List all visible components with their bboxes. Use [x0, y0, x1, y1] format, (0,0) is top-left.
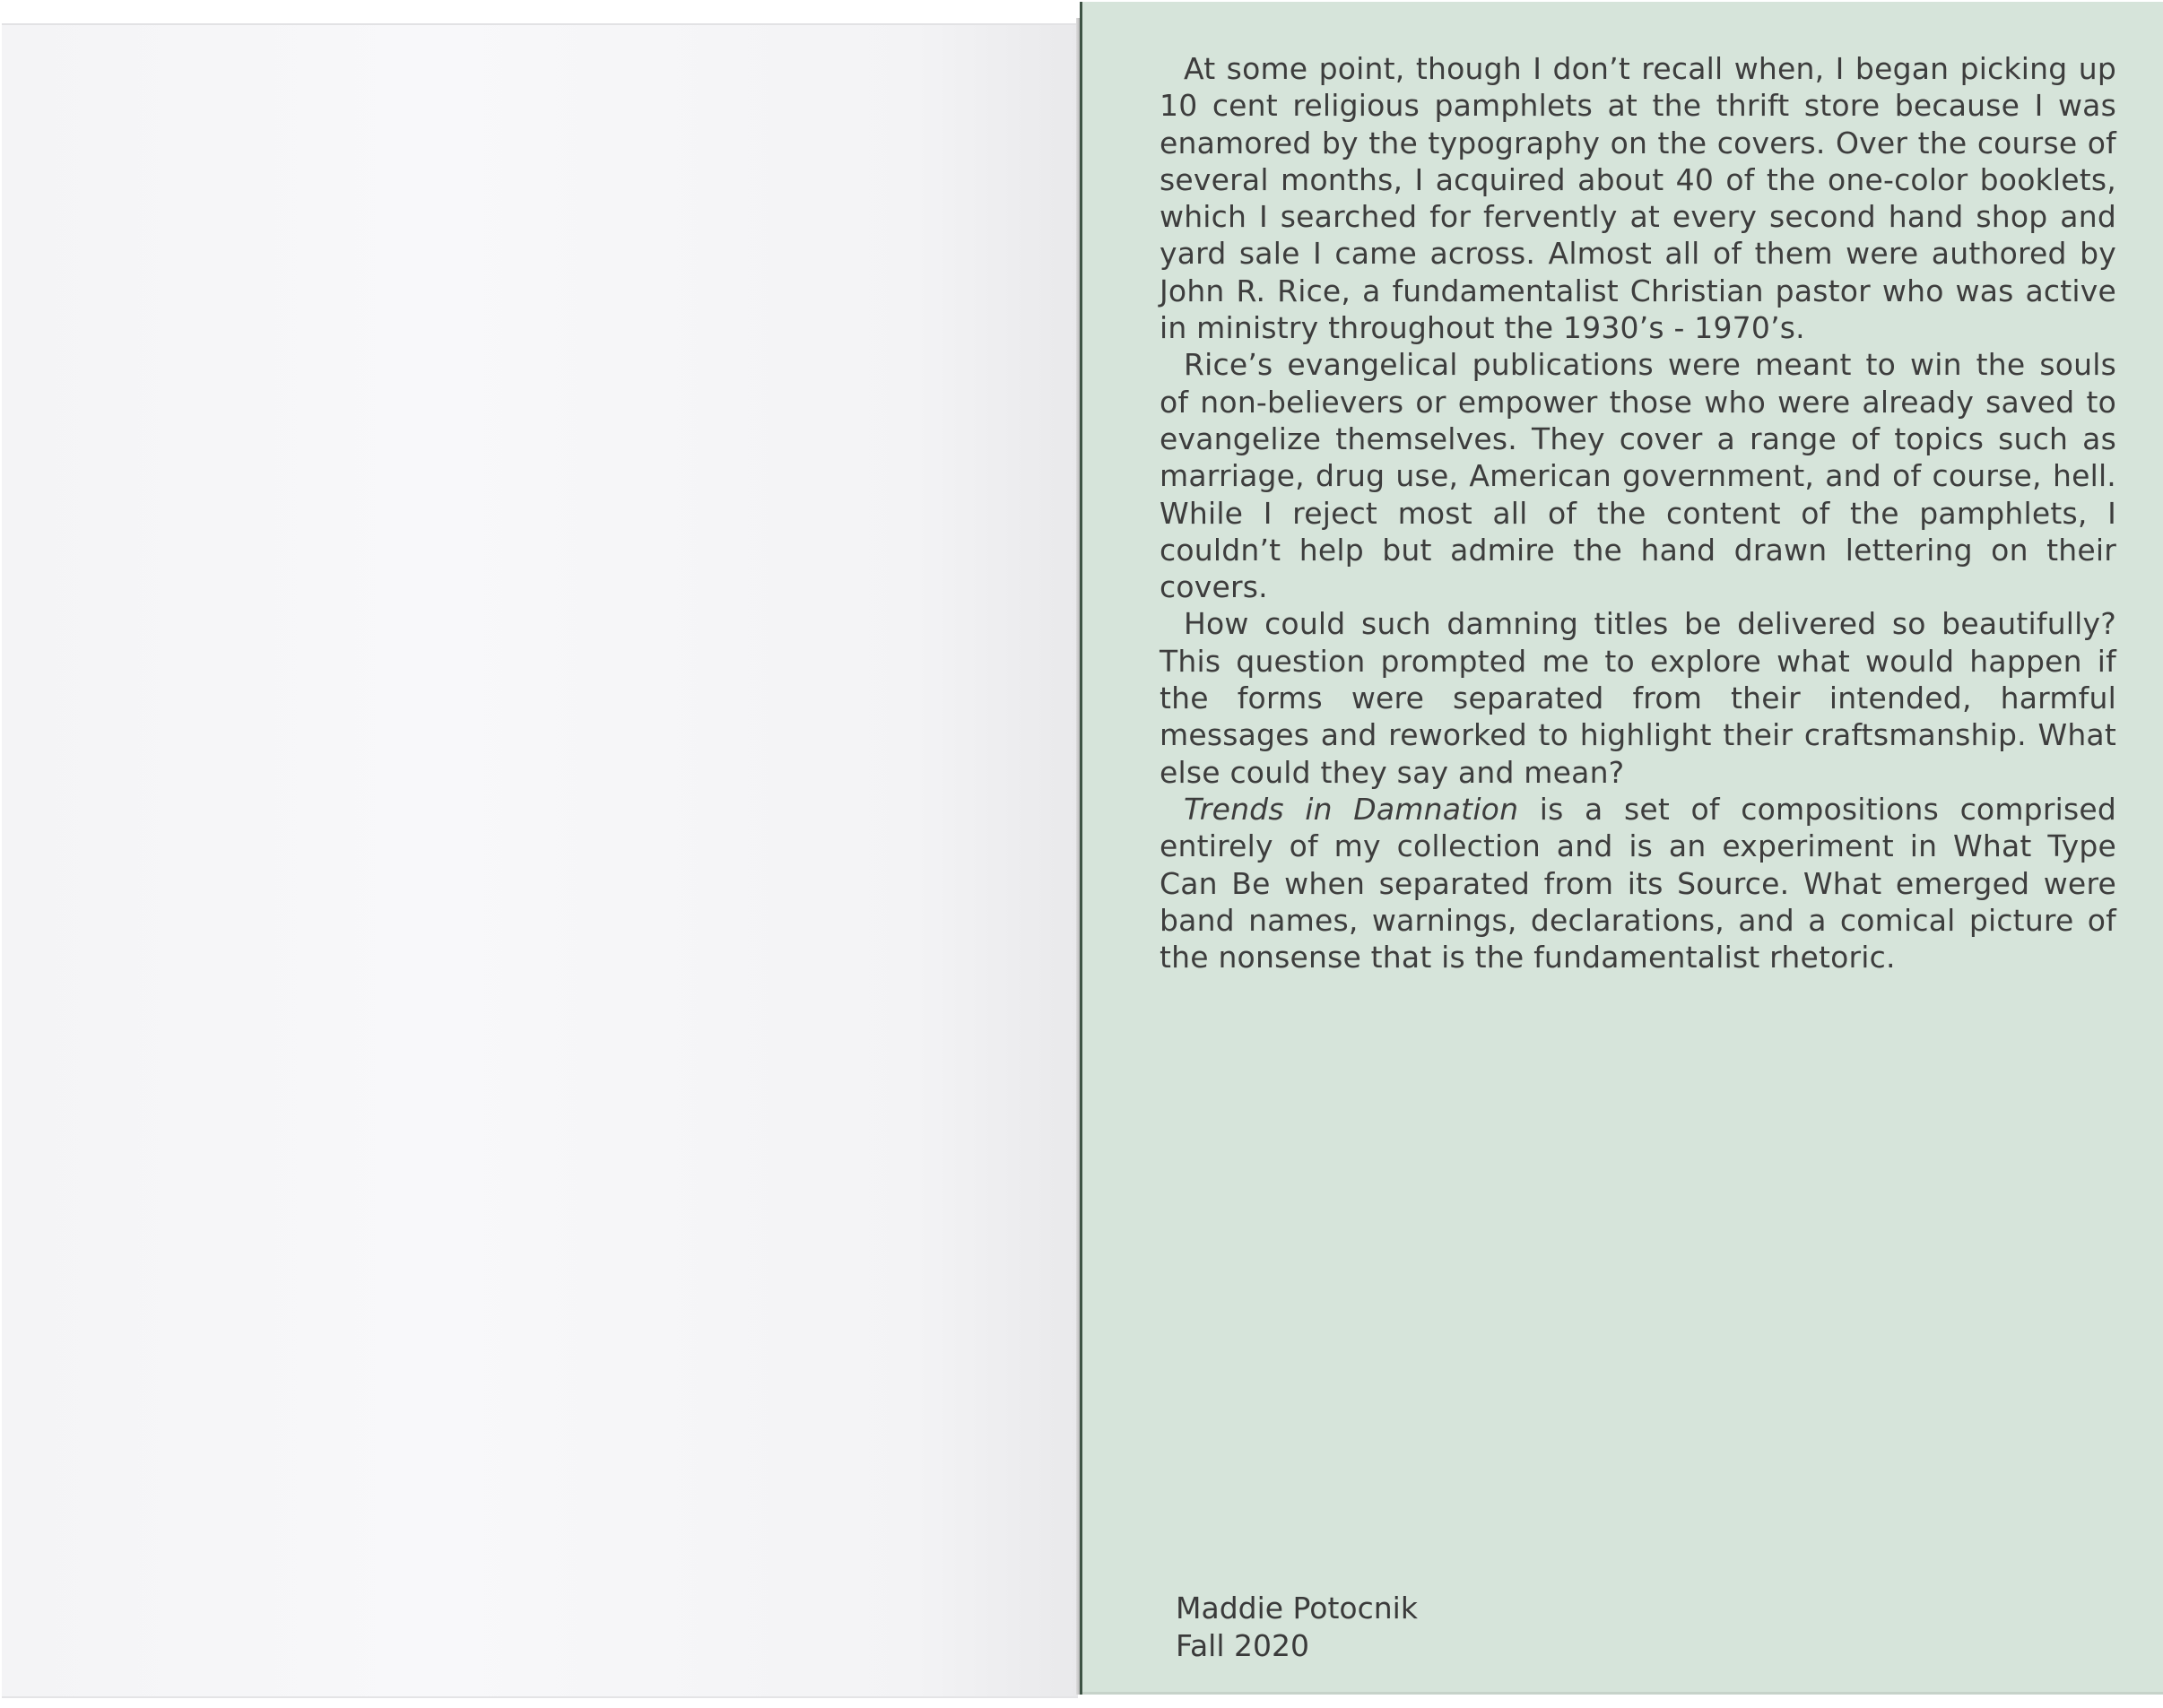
signature-block: [1176, 1590, 1418, 1665]
essay-body: [1160, 50, 2116, 975]
left-blank-page: [2, 23, 1078, 1698]
right-text-page: [1080, 2, 2163, 1695]
paragraph-4: [1160, 791, 2116, 975]
paragraph-3: How could such damning titles be delivered so beautifully? This question prompted me to explore what would happen if the forms were separated from their intended, harmful messages and reworked to highlight their craftsmanship. What else could they say and mean?: [1160, 606, 2116, 790]
work-title: Trends in Damnation: [1184, 791, 1519, 827]
paragraph-2: Rice’s evangelical publications were meant to win the souls of non-believers or empower those who were already saved to evangelize themselves. They cover a range of topics such as marriage, drug use, American government, and of course, hell. While I reject most all of the content of the pamphlets, I couldn’t help but admire the hand drawn lettering on their covers.: [1160, 347, 2116, 605]
paragraph-4-text: is a set of compositions comprised entirely of my collection and is an experiment in What Type Can Be when separated from its Source. What emerged were band names, warnings, declarations, and a comical picture of the nonsense that is the fundamentalist rhetoric.: [1160, 791, 2116, 975]
date-line: Fall 2020: [1176, 1628, 1309, 1663]
author-name: Maddie Potocnik: [1176, 1591, 1418, 1626]
paragraph-1: At some point, though I don’t recall when, I began picking up 10 cent religious pamphlets at the thrift store because I was enamored by the typography on the covers. Over the course of several months, I acquired about 40 of the one-color booklets, which I searched for fervently at every second hand shop and yard sale I came across. Almost all of them were authored by John R. Rice, a fundamentalist Christian pastor who was active in ministry throughout the 1930’s - 1970’s.: [1160, 51, 2116, 346]
